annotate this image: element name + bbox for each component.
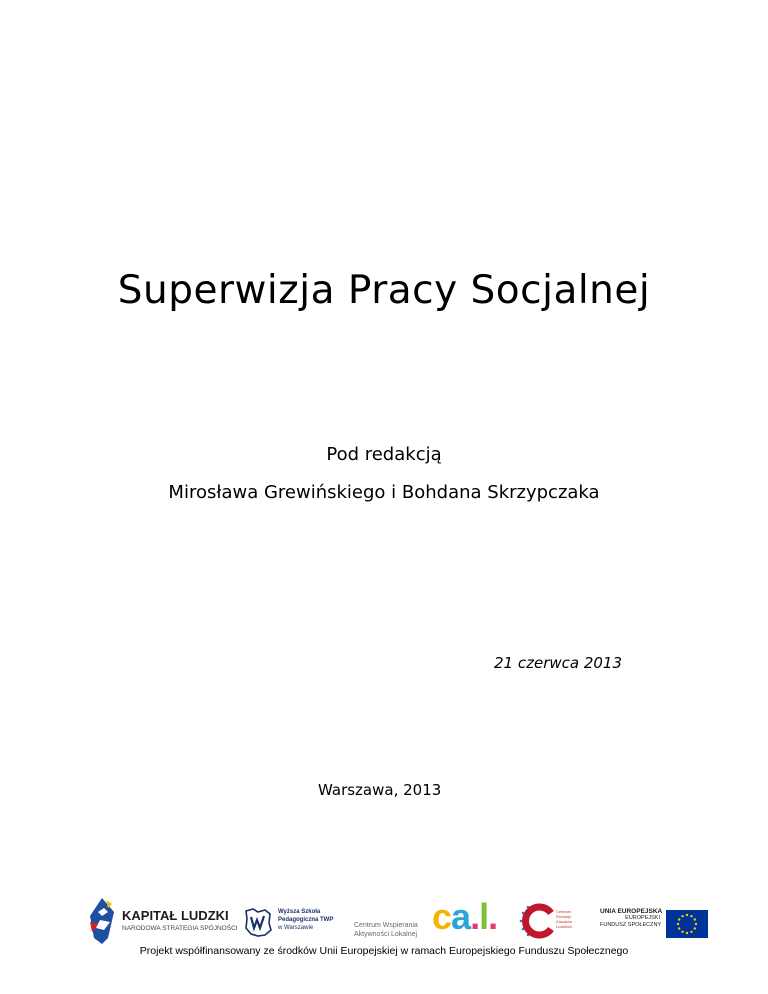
editors-label: Pod redakcją [326, 444, 442, 465]
kapital-ludzki-emblem-icon [88, 898, 118, 944]
cal-letter-a: a [451, 896, 471, 937]
cwal-text [354, 921, 418, 939]
kapital-ludzki-title: KAPITAŁ LUDZKI [122, 908, 229, 923]
wsp-twp-line: Pedagogiczna TWP [278, 917, 334, 923]
kapital-ludzki-subtitle: NARODOWA STRATEGIA SPÓJNOŚCI [122, 925, 238, 932]
wsp-twp-text [278, 908, 333, 932]
cal-wordmark [432, 897, 497, 937]
cwal-line: Aktywności Lokalnej [354, 931, 418, 938]
wsp-twp-logo [244, 896, 344, 946]
crzl-line: Centrum [556, 909, 572, 914]
sponsor-logos [0, 896, 768, 946]
wsp-twp-line: w Warszawie [278, 925, 314, 931]
cofinancing-footer: Projekt współfinansowany ze środków Unii Europejskiej w ramach Europejskiego Funduszu Społecznego [139, 945, 629, 957]
eu-line: EUROPEJSKI [625, 915, 660, 921]
eu-text [600, 908, 663, 929]
cal-letter-l: l [479, 896, 489, 937]
crzl-text [556, 909, 572, 929]
eu-title: UNIA EUROPEJSKA [600, 908, 663, 915]
document-title: Superwizja Pracy Socjalnej [117, 268, 651, 313]
eu-flag-icon [666, 910, 708, 938]
cal-dot: . [488, 896, 498, 937]
crzl-line: Rozwoju [556, 914, 572, 919]
wsp-twp-line: Wyższa Szkoła [278, 909, 321, 915]
editors-names: Mirosława Grewińskiego i Bohdana Skrzypczaka [168, 482, 600, 503]
cwal-logo [354, 896, 504, 946]
crzl-emblem-icon [516, 901, 556, 941]
cal-dot: . [470, 896, 480, 937]
crzl-logo [516, 896, 596, 946]
crzl-line: Ludzkich [556, 924, 572, 929]
crzl-line: Zasobów [556, 919, 573, 924]
publication-date: 21 czerwca 2013 [494, 654, 623, 672]
cwal-line: Centrum Wspierania [354, 922, 418, 929]
place-and-year: Warszawa, 2013 [318, 781, 442, 799]
kapital-ludzki-logo [88, 896, 238, 946]
eu-line: FUNDUSZ SPOŁECZNY [600, 922, 662, 928]
eu-logo [600, 896, 710, 946]
wsp-twp-emblem-icon [244, 908, 272, 938]
cal-letter-c: c [432, 896, 452, 937]
